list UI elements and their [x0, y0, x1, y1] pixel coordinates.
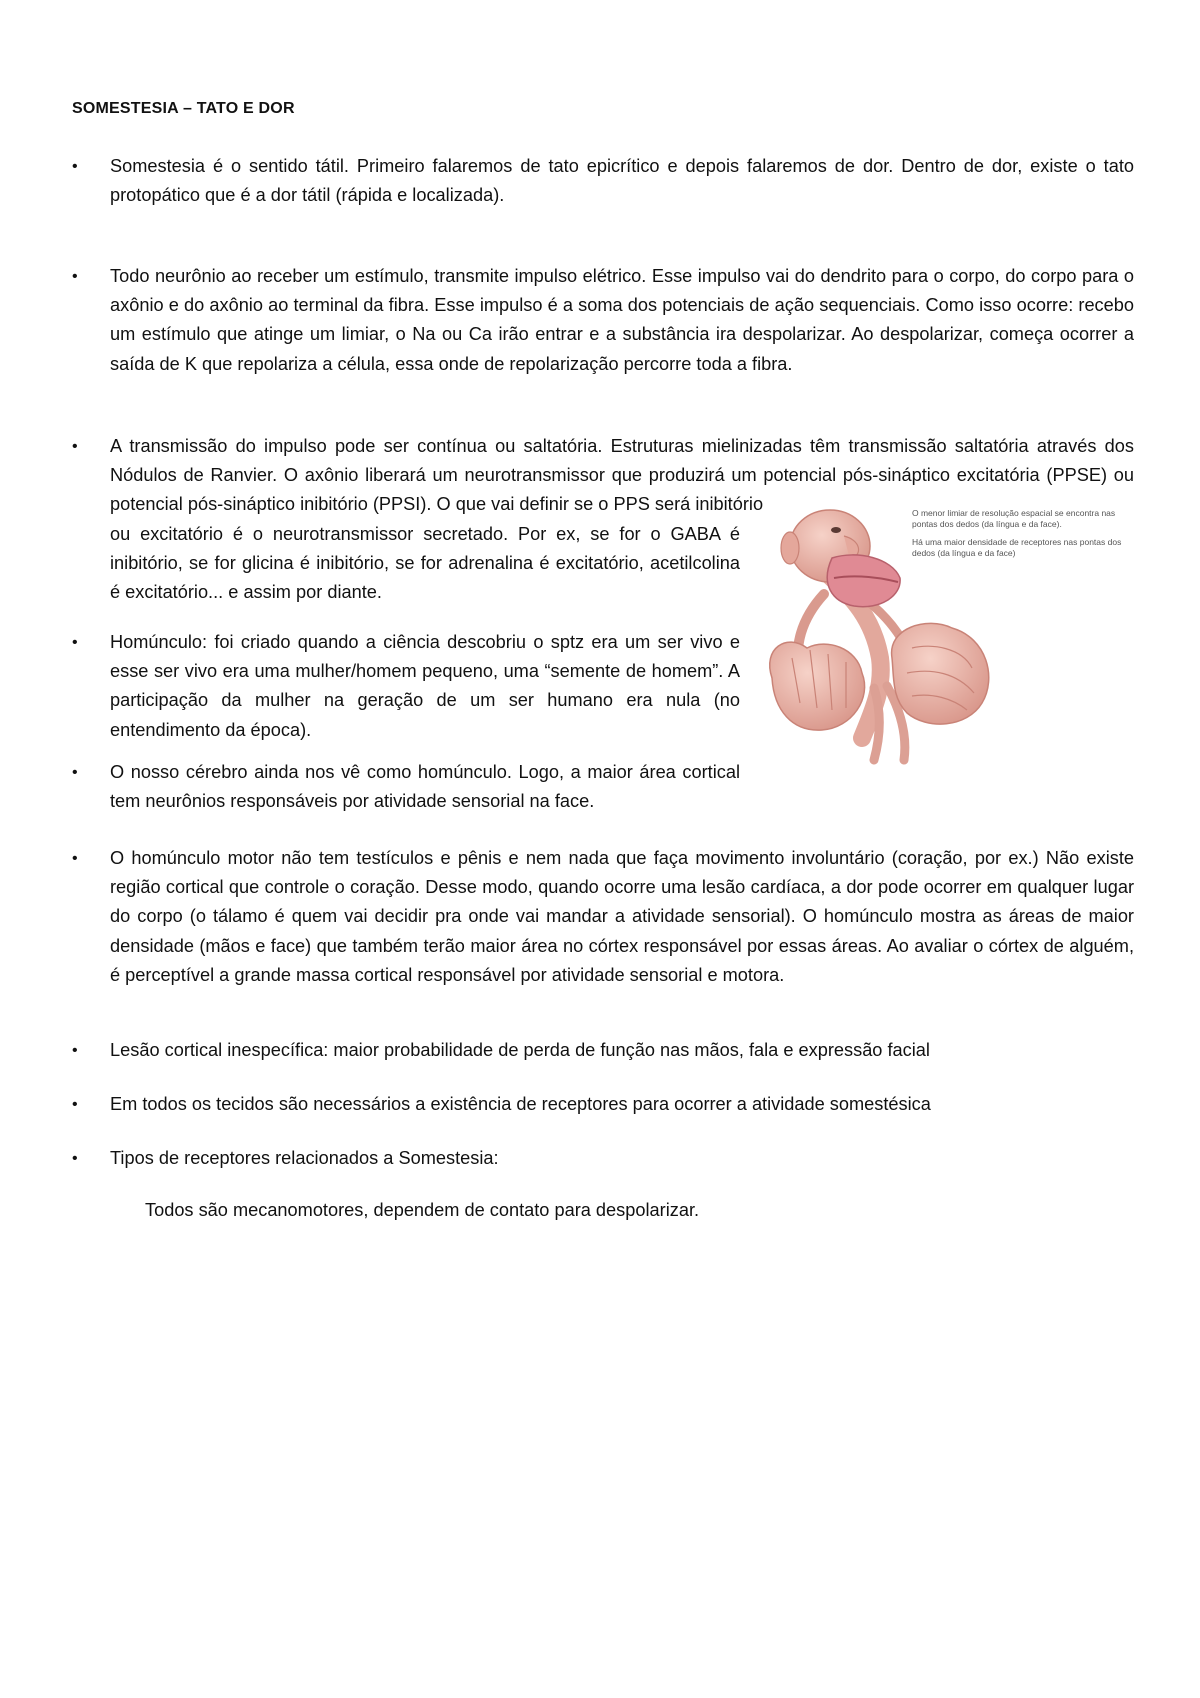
list-item — [72, 1144, 1134, 1173]
bullet-icon: • — [72, 764, 78, 781]
bullet-icon: • — [72, 850, 78, 867]
sub-note: Todos são mecanomotores, dependem de contato para despolarizar. — [145, 1200, 700, 1220]
list-item-text: O homúnculo motor não tem testículos e pênis e nem nada que faça movimento involuntário (coração, por ex.) Não existe região cortical que controle o coração. Desse modo, quando ocorre uma lesão cardíaca, a dor pode ocorrer em qualquer lugar do corpo (o tálamo é quem vai decidir pra onde vai mandar a atividade sensorial). O homúnculo mostra as áreas de maior densidade (mãos e face) que também terão maior área no córtex responsável por essas áreas. Ao avaliar o córtex de alguém, é perceptível a grande massa cortical responsável por atividade sensorial e motora. — [110, 848, 1134, 985]
list-item-text: Somestesia é o sentido tátil. Primeiro falaremos de tato epicrítico e depois falaremos de dor. Dentro de dor, existe o tato protopático que é a dor tátil (rápida e localizada). — [110, 156, 1134, 206]
list-item-text: Tipos de receptores relacionados a Somestesia: — [110, 1148, 499, 1168]
bullet-icon: • — [72, 1150, 78, 1167]
bullet-icon: • — [72, 158, 78, 175]
bullet-icon: • — [72, 268, 78, 285]
list-item-text: Todo neurônio ao receber um estímulo, transmite impulso elétrico. Esse impulso vai do dendrito para o corpo, do corpo para o axônio e do axônio ao terminal da fibra. Esse impulso é a soma dos potenciais de ação sequenciais. Como isso ocorre: recebo um estímulo que atinge um limiar, o Na ou Ca irão entrar e a substância ira despolarizar. Ao despolarizar, começa ocorrer a saída de K que repolariza a célula, essa onde de repolarização percorre toda a fibra. — [110, 266, 1134, 374]
bullet-icon: • — [72, 1042, 78, 1059]
list-item — [72, 152, 1134, 210]
bullet-icon: • — [72, 634, 78, 651]
list-item-text: A transmissão do impulso pode ser contínua ou saltatória. Estruturas mielinizadas têm transmissão saltatória através dos Nódulos de Ranvier. O axônio liberará um neurotransmissor que produzirá um potencial pós-sináptico excitatória (PPSE) ou potencial pós-sináptico inibitório (PPSI). O que vai definir se o PPS será inibitório — [110, 436, 1134, 515]
list-item-text: O nosso cérebro ainda nos vê como homúnculo. Logo, a maior área cortical tem neurônios responsáveis por atividade sensorial na face. — [110, 762, 740, 812]
list-item — [72, 844, 1134, 990]
list-item — [72, 1090, 1134, 1119]
list-item — [72, 262, 1134, 379]
list-item-text: Homúnculo: foi criado quando a ciência descobriu o sptz era um ser vivo e esse ser vivo era uma mulher/homem pequeno, uma “semente de homem”. A participação da mulher na geração de um ser humano era nula (no entendimento da época). — [110, 632, 740, 740]
bullet-icon: • — [72, 1096, 78, 1113]
list-item-text: ou excitatório é o neurotransmissor secretado. Por ex, se for o GABA é inibitório, se for glicina é inibitório, se for adrenalina é excitatório, acetilcolina é excitatório... e assim por diante. — [110, 524, 740, 603]
list-item — [72, 1036, 1134, 1065]
document-title: SOMESTESIA – TATO E DOR — [72, 100, 295, 117]
figure-caption: O menor limiar de resolução espacial se encontra nas pontas dos dedos (da língua e da face). — [912, 508, 1116, 529]
list-item-text: Em todos os tecidos são necessários a existência de receptores para ocorrer a atividade somestésica — [110, 1094, 931, 1114]
bullet-icon: • — [72, 438, 78, 455]
list-item-text: Lesão cortical inespecífica: maior probabilidade de perda de função nas mãos, fala e expressão facial — [110, 1040, 930, 1060]
figure-caption: Há uma maior densidade de receptores nas pontas dos dedos (da língua e da face) — [912, 537, 1122, 558]
